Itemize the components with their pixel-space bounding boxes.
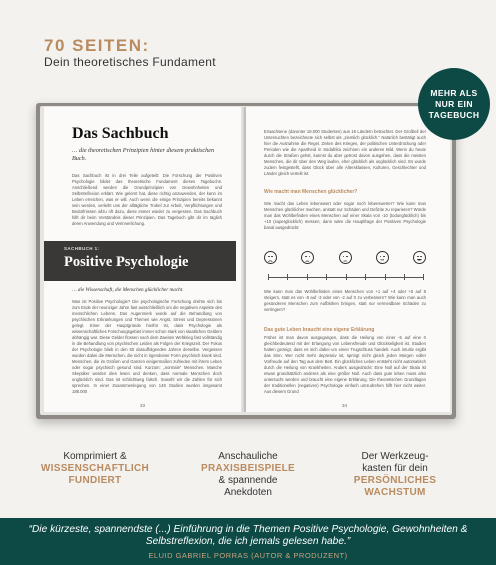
open-book-image	[36, 103, 456, 419]
very-sad-face-icon	[264, 251, 277, 264]
feature-text: & spannende	[218, 475, 278, 486]
scale-tick	[404, 274, 405, 280]
feature-text: Anekdoten	[224, 487, 272, 498]
badge-line: MEHR ALS	[430, 87, 478, 98]
feature-item	[193, 451, 303, 499]
wellbeing-scale	[268, 274, 424, 280]
section-kicker: SACHBUCH 1:	[64, 246, 100, 251]
body-text: Das Sachbuch ist in drei Teile aufgeteilt: Die Forschung der Positiven Psychologie bildet das theoretische Fundament dieses Tagebuchs. Anschließend werden die Grundprinzipien von Gewohnheiten und Selbstreflexion erklärt. Wie gelernt hat, diese richtig anzuwenden, der kann im Leben erreichen, was er will. Auch wenn die einige Prinzipien bereits bekannt sein werden, verleiht uns der alltägliche Trubel zur Arbeit, Verpflichtungen und Bedürfnissen allzu oft dazu, diese immer wieder zu vergessen. Das Sachbuch hilft dir beim Verständnis dieser Prinzipien. Das Tagebuch gibt dir im täglich deren Anwendung und Verinnerlichung.	[72, 173, 222, 226]
scale-tick	[268, 274, 269, 280]
body-text: Wie kann man das Wohlbefinden eines Menschen von +1 auf +4 oder +5 auf 8 steigern, statt es von -8 auf -3 oder von -2 auf 0 zu verbessern? Wie kann man auch gesünderen Menschen zum Aufblühen bringen, statt nur vermeidbare Schäden zu verringern?	[264, 289, 426, 312]
feature-accent: FUNDIERT	[68, 475, 122, 486]
scale-tick	[307, 274, 308, 280]
feature-accent: WACHSTUM	[364, 487, 426, 498]
feature-text: kasten für dein	[362, 463, 428, 474]
testimonial-quote: “Die kürzeste, spannendste (...) Einführung in die Themen Positive Psychologie, Gewohnheiten & Selbstreflexion, die ich jemals gelesen habe.”	[28, 524, 468, 547]
scale-tick	[365, 274, 366, 280]
page-number: 33	[140, 403, 146, 408]
feature-text: Komprimiert &	[63, 451, 127, 462]
feature-accent: WISSENSCHAFTLICH	[40, 463, 150, 474]
page-subheading: Wie macht man Menschen glücklicher?	[264, 189, 358, 195]
very-happy-face-icon	[413, 251, 426, 264]
scale-tick	[385, 274, 386, 280]
page-number: 34	[342, 403, 348, 408]
mood-faces	[264, 251, 426, 264]
right-page	[246, 107, 450, 412]
feature-accent: PERSÖNLICHES	[353, 475, 437, 486]
section-subtitle: Dein theoretisches Fundament	[44, 55, 216, 69]
feature-item	[40, 451, 150, 487]
body-text: Wie macht das Leben lebenswert oder sogar noch lebenswerter? Wie kann man Menschen glücklicher machen, anstatt nur Schäden und Defizite zu reparieren? Würde man das Wohlbefinden eines Menschen auf einer Skala von -10 (todunglücklich) bis +10 (superglücklich) messen, dann wäre die Hauptfrage der Positiven Psychologie banal ausgedrückt:	[264, 201, 426, 230]
neutral-face-icon	[339, 251, 352, 264]
feature-accent: PRAXISBEISPIELE	[201, 463, 295, 474]
scale-tick	[346, 274, 347, 280]
feature-text: Anschauliche	[218, 451, 278, 462]
section-banner-title: Positive Psychologie	[64, 254, 189, 270]
scale-tick	[423, 274, 424, 280]
badge-line: NUR EIN	[435, 98, 473, 109]
page-heading: Das Sachbuch	[72, 125, 169, 142]
scale-tick	[287, 274, 288, 280]
body-text: Früher ist man davon ausgegangen, dass die Heilung von einer -5 auf eine 0 gleichbedeutend mit der Erlangung von Lebensfreude und Glückseligkeit ist. Studien hatten gezeigt, dass es sich dabei um einen Trugschluss handelt. Auch intuitiv ergibt das Sinn. Wer nicht mehr depressiv ist, springt nicht gleich jeden Morgen voller Vorfreude auf den Tag aus dem Bett. Ein glückliches Leben entsteht nicht automatisch durch die Heilung von Krankheiten. Anders ausgedrückt: Eine Null auf der Skala ist etwas grundsätzlich anderes als eine größer Null. Auch dass gute leben muss also untersucht werden und braucht eine eigene Erklärung. Die theoretischen Grundlagen der traditionellen (negativen) Psychologie einfach umzudrehen hilft hier nicht weiter. Aus diesem Grund	[264, 335, 426, 394]
happy-face-icon	[376, 251, 389, 264]
sad-face-icon	[301, 251, 314, 264]
section-subheading: … die Wissenschaft, die Menschen glücklicher macht.	[72, 287, 184, 293]
section-title: 70 SEITEN:	[44, 36, 150, 55]
feature-text: Der Werkzeug-	[361, 451, 429, 462]
testimonial-author: ELUID GABRIEL PORRAS (AUTOR & PRODUZENT)	[148, 551, 348, 560]
badge-line: TAGEBUCH	[428, 109, 480, 120]
body-text: Was ist Positive Psychologie? Die psychologische Forschung drehte sich bis zum Ende der neunziger Jahre fast ausschließlich um die negativen Aspekte des menschlichen Lebens. Das Augenmerk wurde auf die Behandlung von psychischen Erkrankungen und Themen wie Angst, Stress und Depressionen gelegt. Einer der Hauptgründe hierfür ist, dass Psychologie als wissenschaftliches Forschungsgebiet immer schon stark von staatlichen Geldern abhängig war. Diese Gelder flossen nach dem Zweiten Weltkrieg fast vollständig in die Behandlung von psychischen Leiden als Folgen der Kriegszeit. Der Fokus der Psychologie blieb in den 50 darauffolgenden Jahren derselbe. Vergessen wurden dabei die Menschen, die nicht in irgendeiner Form psychisch krank sind. Menschen, die im Großen und Ganzen einigermaßen zufrieden mit ihrem Leben oder sogar psychisch gesund sind. Kurzum: „normale“ Menschen. Manche Skeptiker werden dies lesen und denken, dass normale Menschen doch unglücklich sind. Das ist schlichtweg falsch. Sowohl wir die Zahlen für sich sprechen. In einer Zusammenlegung von 146 Studien wurden insgesamt 188.000	[72, 299, 222, 394]
page-subheading: … die theoretischen Prinzipien hinter diesem praktischen Buch.	[72, 147, 215, 162]
page-subheading: Das gute Leben braucht eine eigene Erklärung	[264, 327, 375, 333]
scale-tick	[326, 274, 327, 280]
feature-badge	[418, 68, 490, 140]
feature-item	[340, 451, 450, 499]
body-text: Erwachsene (darunter 18.000 Studenten) aus 16 Ländern betrachtet. Der Großteil der Untersuchten bezeichnete sich selbst als „ziemlich glücklich.“ Natürlich bestätigt auch hier die Ausnahme die Regel. Zeiten des Krieges, der politischen Unterdrückung oder Perioden wie die Apartheid in Südafrika zeichnen ein anderes Bild. Wenn du heute durch die Straßen gehst, kannst du aber getrost davon ausgehen, dass die meisten Menschen, die dir über den Weg laufen, eher glücklich als unglücklich sind. Es wurde zudem festgestellt, dass Glück über alle Altersklassen, Kulturen, Geschlechter und Länder gleich verteilt ist.	[264, 129, 426, 176]
